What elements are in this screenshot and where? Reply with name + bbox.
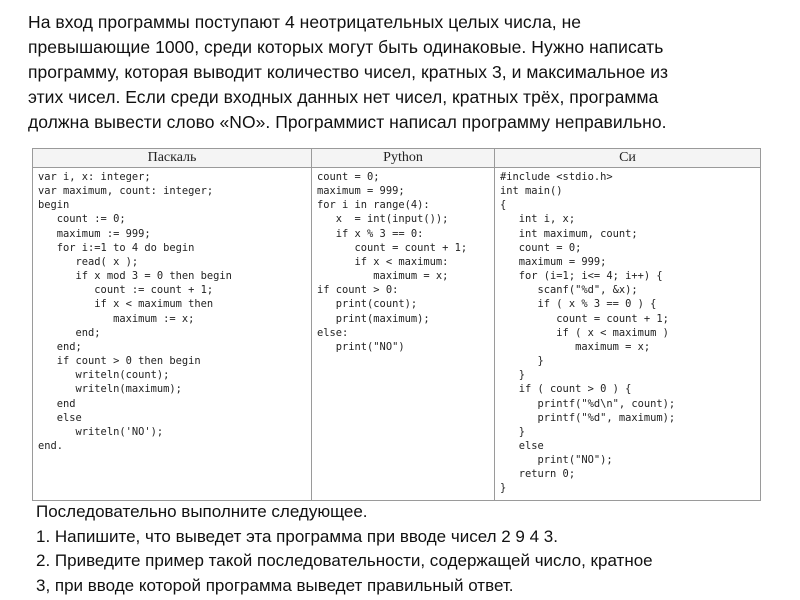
pascal-code: var i, x: integer; var maximum, count: integer; begin count := 0; maximum := 999; for i:=1 to 4 do begin read( x ); if x mod 3 = 0 then begin count := count + 1; if x < maximum then maximum := x; end; end; if count > 0 then begin writeln(count); writeln(maximum); end else writeln('NO'); end. <box>38 171 232 452</box>
task-2-line-1: 2. Приведите пример такой последовательности, содержащей число, кратное <box>36 551 653 570</box>
problem-statement-line-5: должна вывести слово «NO». Программист написал программу неправильно. <box>28 112 667 132</box>
header-pascal: Паскаль <box>33 149 312 168</box>
tasks-intro: Последовательно выполните следующее. <box>36 502 368 521</box>
task-1: 1. Напишите, что выведет эта программа при вводе чисел 2 9 4 3. <box>36 526 558 546</box>
tasks-block <box>36 500 776 598</box>
pascal-cell <box>33 168 312 501</box>
c-code: #include <stdio.h> int main() { int i, x; int maximum, count; count = 0; maximum = 999; for (i=1; i<= 4; i++) { scanf("%d", &x); if ( x % 3 == 0 ) { count = count + 1; if ( x < maximum ) maximum = x; } } if ( count > 0 ) { printf("%d\n", count); printf("%d", maximum); } else print("NO"); return 0; } <box>500 171 676 495</box>
problem-statement-line-1: На вход программы поступают 4 неотрицательных целых числа, не <box>28 12 582 32</box>
header-c: Си <box>495 149 761 168</box>
c-cell <box>495 168 761 501</box>
python-code: count = 0; maximum = 999; for i in range(4): x = int(input()); if x % 3 == 0: count = count + 1; if x < maximum: maximum = x; if count > 0: print(count); print(maximum); else: print("NO") <box>317 171 468 353</box>
code-table <box>32 148 761 501</box>
task-2-line-2: 3, при вводе которой программа выведет правильный ответ. <box>36 575 514 595</box>
problem-statement <box>28 10 778 135</box>
problem-statement-line-3: программу, которая выводит количество чисел, кратных 3, и максимальное из <box>28 62 669 82</box>
code-table-body-row <box>33 168 761 501</box>
code-table-header-row <box>33 149 761 168</box>
problem-statement-line-2: превышающие 1000, среди которых могут быть одинаковые. Нужно написать <box>28 37 664 57</box>
header-python: Python <box>312 149 495 168</box>
python-cell <box>312 168 495 501</box>
problem-statement-line-4: этих чисел. Если среди входных данных нет чисел, кратных трёх, программа <box>28 87 659 107</box>
